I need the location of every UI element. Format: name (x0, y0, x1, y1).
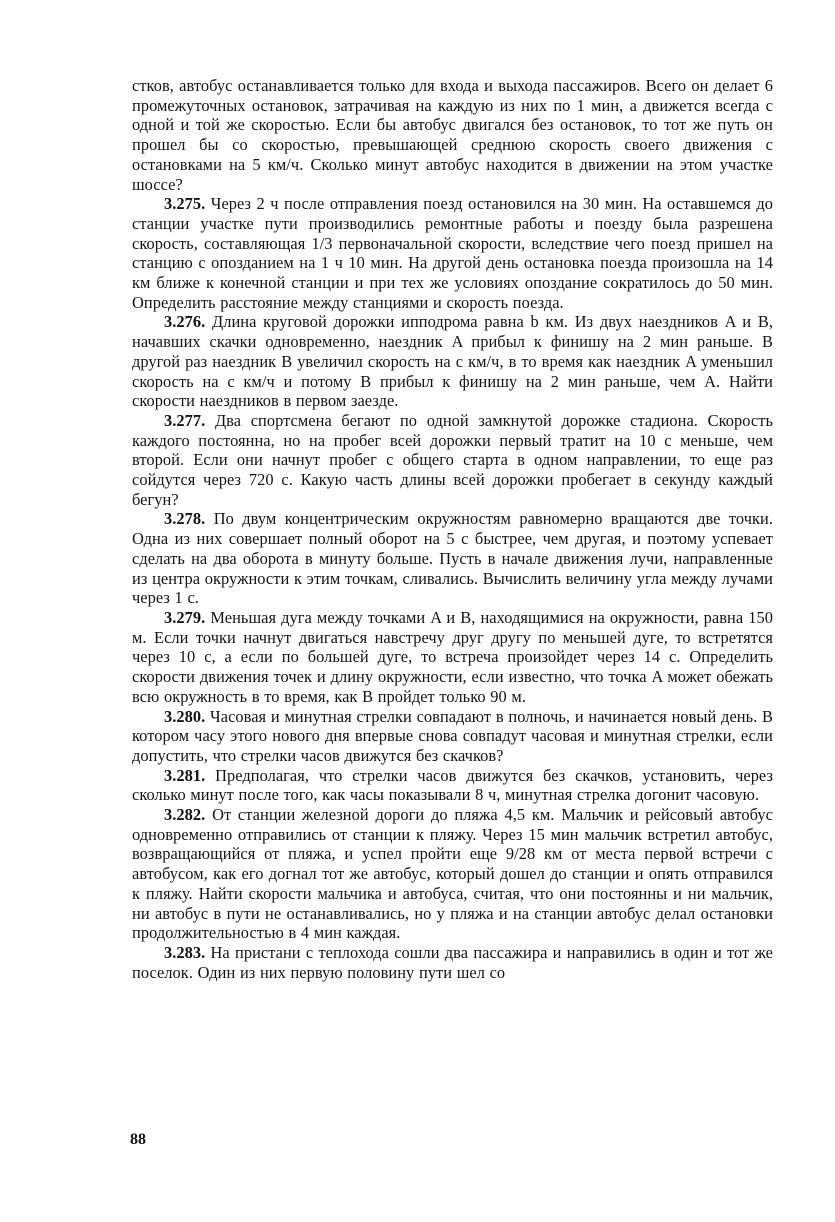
problem-3-280 (132, 707, 773, 766)
problem-3-283 (132, 943, 773, 982)
problem-3-277 (132, 411, 773, 510)
problem-text: Два спортсмена бегают по одной замкнутой дорожке стадиона. Скорость каждого постоянна, но на пробег всей дорожки первый тратит на 10 с меньше, чем второй. Если они начнут пробег с общего старта в одном направлении, то еще раз сойдутся через 720 с. Какую часть длины всей дорожки пробегает в секунду каждый бегун? (132, 410, 773, 509)
problem-text: Длина круговой дорожки ипподрома равна b км. Из двух наездников A и B, начавших скачки одновременно, наездник A прибыл к финишу на 2 мин раньше. В другой раз наездник B увеличил скорость на c км/ч, в то время как наездник A уменьшил скорость на c км/ч и потому B прибыл к финишу на 2 мин раньше, чем A. Найти скорости наездников в первом заезде. (132, 312, 773, 411)
problem-3-282 (132, 805, 773, 943)
problem-3-278 (132, 509, 773, 608)
problem-3-275 (132, 194, 773, 312)
paragraph-text: стков, автобус останавливается только для входа и выхода пассажиров. Всего он делает 6 промежуточных остановок, затрачивая на каждую из них по 1 мин, а движется всегда с одной и той же скоростью. Если бы автобус двигался без остановок, то тот же путь он прошел бы со скоростью, превышающей среднюю скорость своего движения с остановками на 5 км/ч. Сколько минут автобус находится в движении на этом участке шоссе? (132, 76, 773, 194)
problem-text: Часовая и минутная стрелки совпадают в полночь, и начинается новый день. В котором часу этого нового дня впервые снова совпадут часовая и минутная стрелки, если допустить, что стрелки часов движутся без скачков? (132, 706, 773, 765)
problem-number: 3.275. (164, 194, 206, 214)
problem-text: Меньшая дуга между точками A и B, находящимися на окружности, равна 150 м. Если точки начнут двигаться навстречу друг другу по меньшей дуге, то встретятся через 10 с, а если по большей дуге, то встреча произойдет через 14 с. Определить скорости движения точек и длину окружности, если известно, что точка A может обежать всю окружность в то время, как B пройдет только 90 м. (132, 607, 774, 706)
problem-text: По двум концентрическим окружностям равномерно вращаются две точки. Одна из них совершает полный оборот на 5 с быстрее, чем другая, и поэтому успевает сделать на два оборота в минуту больше. Пусть в начале движения лучи, направленные из центра окружности к этим точкам, сливались. Вычислить величину угла между лучами через 1 с. (132, 509, 773, 608)
problem-number: 3.280. (164, 706, 206, 726)
problem-text: От станции железной дороги до пляжа 4,5 км. Мальчик и рейсовый автобус одновременно отправились от станции к пляжу. Через 15 мин мальчик встретил автобус, возвращающийся от пляжа, и успел пройти еще 9/28 км от места первой встречи с автобусом, как его догнал тот же автобус, который дошел до станции и опять отправился к пляжу. Найти скорости мальчика и автобуса, считая, что они постоянны и ни мальчик, ни автобус в пути не останавливались, но у пляжа и на станции автобус делал остановки продолжительностью в 4 мин каждая. (132, 805, 773, 943)
problem-number: 3.281. (164, 765, 206, 785)
problem-number: 3.282. (164, 805, 206, 825)
problem-text: Через 2 ч после отправления поезд остановился на 30 мин. На оставшемся до станции участке пути производились ремонтные работы и поезду была разрешена скорость, составляющая 1/3 первоначальной скорости, вследствие чего поезд пришел на станцию с опозданием на 1 ч 10 мин. На другой день остановка поезда произошла на 14 км ближе к конечной станции и при тех же условиях опоздание сократилось до 50 мин. Определить расстояние между станциями и скорость поезда. (132, 194, 773, 312)
problem-number: 3.277. (164, 410, 206, 430)
page-number: 88 (130, 1131, 146, 1148)
problem-text: Предполагая, что стрелки часов движутся без скачков, установить, через сколько минут после того, как часы показывали 8 ч, минутная стрелка догонит часовую. (132, 765, 773, 805)
problem-number: 3.278. (164, 509, 206, 529)
problem-text: На пристани с теплохода сошли два пассажира и направились в один и тот же поселок. Один из них первую половину пути шел со (132, 942, 773, 982)
problem-3-276 (132, 312, 773, 411)
problem-3-281 (132, 766, 773, 805)
problem-number: 3.279. (164, 607, 206, 627)
paragraph-continuation (132, 76, 773, 194)
problem-3-279 (132, 608, 773, 707)
problem-number: 3.276. (164, 312, 206, 332)
problem-number: 3.283. (164, 942, 206, 962)
